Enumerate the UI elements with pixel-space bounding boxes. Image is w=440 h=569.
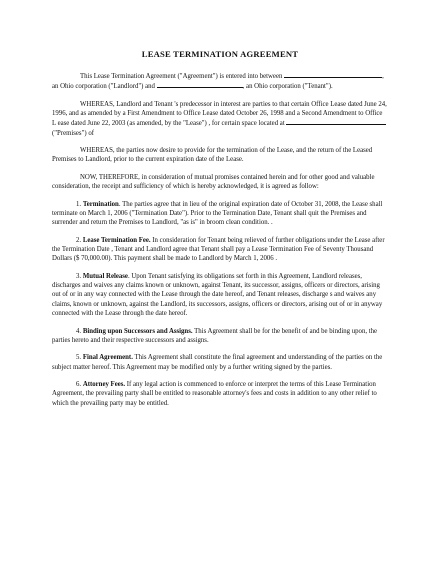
whereas-text-end: ("Premises") of (52, 129, 94, 137)
now-therefore-paragraph: NOW, THEREFORE, in consideration of mutual promises contained herein and for other good and valuable consideration, the receipt and sufficiency of which is hereby acknowledged, it is agreed as follow: (52, 173, 375, 191)
section-heading: Lease Termination Fee. (82, 236, 151, 244)
intro-text-b: , an Ohio corporation ("Landlord") and (52, 73, 384, 91)
section-heading: Final Agreement. (82, 354, 133, 362)
whereas-paragraph (52, 100, 388, 138)
party-blank-line (284, 71, 382, 78)
section-number: 4. (76, 327, 82, 335)
section-heading: Attorney Fees. (82, 381, 126, 389)
party-blank-line (157, 81, 243, 88)
whereas-text: WHEREAS, Landlord and Tenant 's predecessor in interest are parties to that certain Office Lease dated June 24, 1996, and as amended by a First Amendment to Office Lease dated October 26, 1998 and a Second Amendment to Office L ease dated June 22, 2003 (as amended, by the "Lease") , for certain space located at (52, 100, 387, 128)
section-attorney-fees (52, 380, 388, 408)
section-number: 3. (76, 272, 82, 280)
section-text: This Agreement shall be for the benefit of and be binding upon, the parties hereto and their respective successors and assigns. (52, 327, 378, 344)
section-number: 2. (76, 236, 82, 244)
section-successors (52, 327, 388, 346)
section-text: This Agreement shall constitute the final agreement and understanding of the parties on the subject matter hereof. This Agreement may be modified only by a further writing signed by the parties. (52, 354, 383, 371)
section-heading: Binding upon Successors and Assigns. (82, 327, 193, 335)
intro-text-a: This Lease Termination Agreement ("Agreement") is entered into between (80, 73, 283, 80)
section-number: 1. (76, 200, 82, 208)
document-title: LEASE TERMINATION AGREEMENT (141, 49, 299, 59)
section-final-agreement (52, 353, 388, 372)
section-heading: Mutual Release (82, 272, 128, 280)
section-number: 5. (76, 354, 82, 362)
address-blank-line (286, 118, 386, 125)
section-text: . Upon Tenant satisfying its obligations set forth in this Agreement, Landlord releases, discharges and waives any claims known or unknown, against Tenant, its successor, assigns, officers or directors, arising out of or in any way connected with the Lease through the date hereof, and Tenant releases, discharge s and waives any claims, known or unknown, against the Landlord, its successors, assigns, officers or directors, arising out of or in anyway connected with the Lease through the date hereof. (52, 272, 383, 318)
section-text: If any legal action is commenced to enforce or interpret the terms of this Lease Termination Agreement, the prevailing party shall be entitled to reasonable attorney's fees and costs in addition to any other relief to which the prevailing party may be entitled. (52, 381, 377, 407)
whereas-paragraph: WHEREAS, the parties now desire to provide for the termination of the Lease, and the return of the Leased Premises to Landlord, prior to the current expiration date of the Lease. (52, 147, 373, 164)
section-text: . The parties agree that in lieu of the original expiration date of October 31, 2008, the Lease shall terminate on March 1, 2006 ("Termination Date"). Prior to the Termination Date, Tenant shall quit the Premises and surrender and return the Premises to Landlord, "as is" in broom clean condition. . (52, 200, 383, 227)
section-termination-fee (52, 236, 388, 264)
section-number: 6. (76, 381, 82, 389)
intro-paragraph (52, 71, 388, 92)
section-text: In consideration for Tenant being relieved of further obligations under the Lease after the Termination Date , Tenant and Landlord agree that Tenant shall pay a Lease Termination Fee of Seventy Thousand Dollars ($ 70,000.00). This payment shall be made to Landlord by March 1, 2006 . (52, 236, 385, 263)
section-termination (52, 200, 388, 228)
intro-text-d: corporation ("Tenant"). (269, 83, 333, 91)
section-heading: Termination (82, 200, 119, 208)
intro-text-c: , an Ohio (242, 83, 268, 91)
section-mutual-release (52, 272, 388, 318)
